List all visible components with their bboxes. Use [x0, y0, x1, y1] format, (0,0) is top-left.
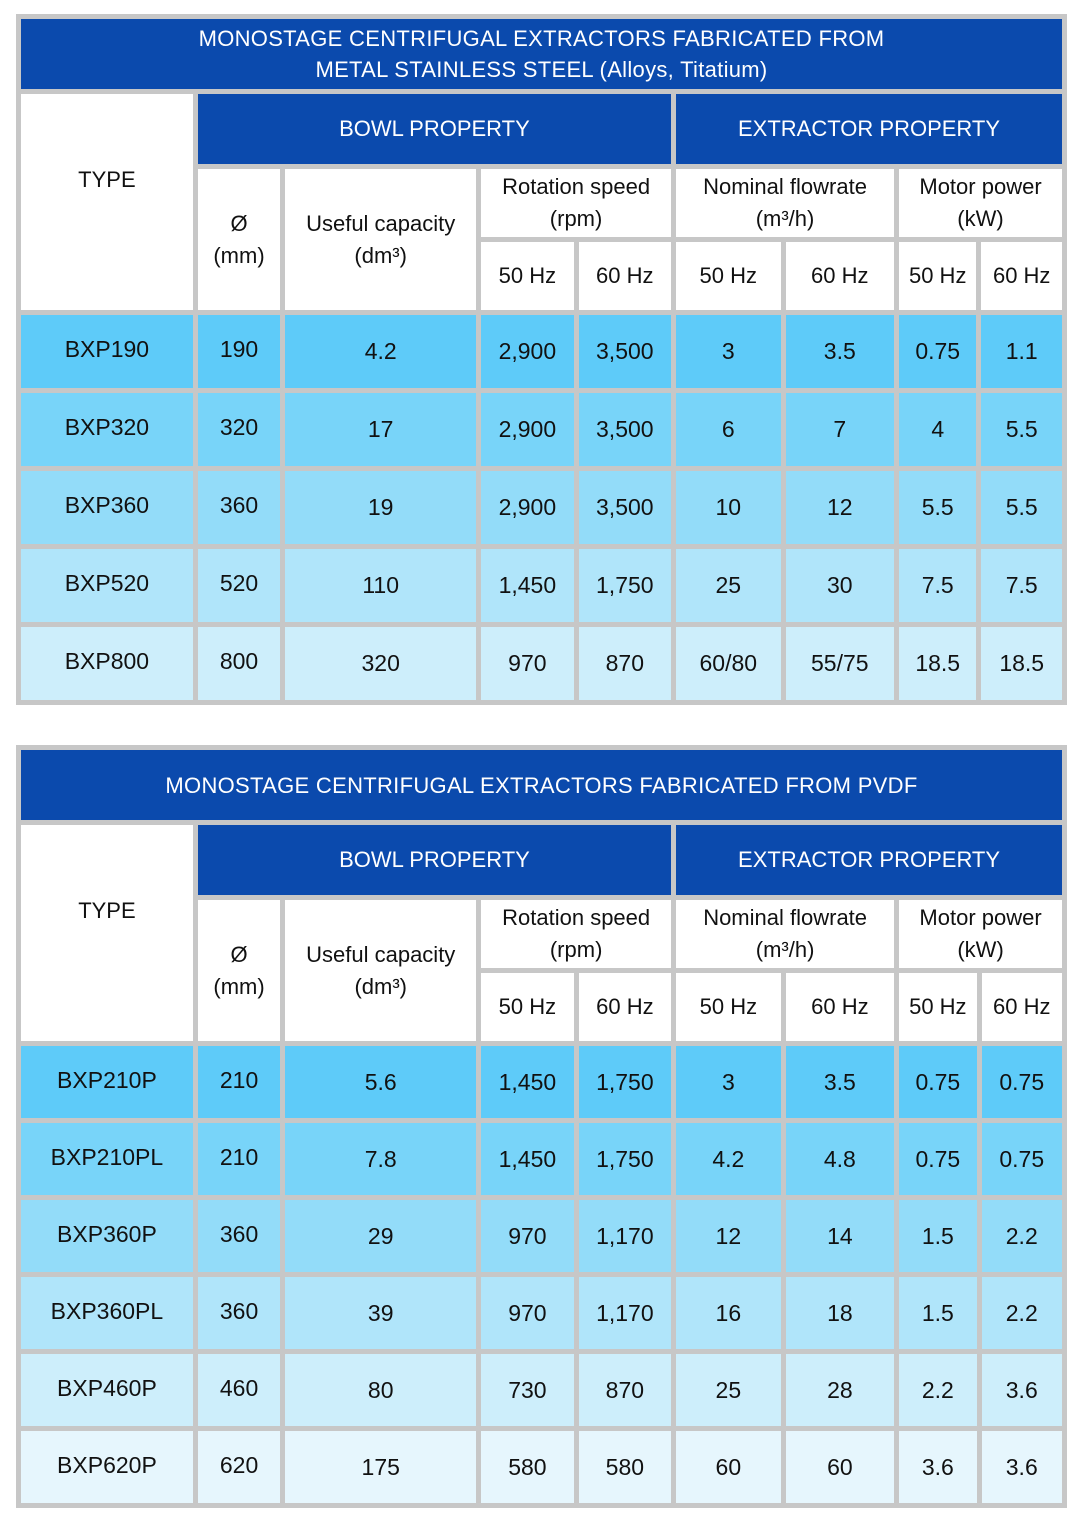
capacity-header	[285, 169, 476, 310]
cell-capacity	[285, 471, 476, 544]
cell-capacity-value: 175	[361, 1453, 400, 1480]
table-row	[21, 393, 1062, 466]
cell-type	[21, 393, 193, 466]
frequency-header-60hz: 60 Hz	[786, 242, 895, 310]
cell-flow60-value: 12	[826, 494, 853, 520]
cell-type	[21, 1431, 193, 1503]
cell-flow50	[676, 1200, 781, 1272]
cell-diameter-value: 210	[219, 1066, 259, 1093]
cell-diameter-value: 800	[219, 648, 259, 674]
cell-flow60-value: 30	[826, 572, 853, 598]
cell-diameter-value: 520	[219, 570, 259, 596]
cell-rpm60-value: 3,500	[596, 416, 654, 442]
cell-capacity-value: 19	[367, 494, 394, 520]
cell-flow60	[786, 315, 895, 388]
diameter-header	[198, 169, 280, 310]
cell-kw50	[899, 315, 976, 388]
cell-rpm60	[579, 1277, 671, 1349]
cell-capacity	[285, 627, 476, 700]
cell-diameter	[198, 1123, 280, 1195]
table-row	[21, 1277, 1062, 1349]
cell-kw60-value: 2.2	[1005, 1299, 1038, 1326]
cell-kw50-value: 0.75	[915, 1145, 961, 1172]
cell-flow50-value: 6	[721, 416, 735, 442]
diameter-header	[198, 900, 280, 1041]
cell-flow60	[786, 1354, 895, 1426]
cell-type-value: BXP360	[64, 492, 150, 518]
cell-type	[21, 315, 193, 388]
cell-rpm50	[481, 315, 573, 388]
cell-kw50	[899, 1200, 976, 1272]
cell-kw60	[982, 1123, 1062, 1195]
cell-rpm60-value: 1,750	[596, 1068, 654, 1095]
table-row	[21, 1431, 1062, 1503]
cell-kw60	[982, 1200, 1062, 1272]
cell-kw60-value: 3.6	[1005, 1453, 1038, 1480]
cell-rpm50-value: 970	[508, 1299, 547, 1326]
frequency-header-60hz: 60 Hz	[579, 973, 671, 1041]
cell-flow50-value: 25	[715, 572, 742, 598]
cell-diameter	[198, 627, 280, 700]
cell-type-value: BXP620P	[57, 1451, 157, 1478]
cell-rpm60	[579, 1046, 671, 1118]
cell-rpm50	[481, 549, 573, 622]
cell-rpm50-value: 730	[508, 1376, 547, 1403]
cell-flow50-value: 4.2	[712, 1145, 745, 1172]
cell-capacity-value: 320	[361, 650, 400, 676]
cell-rpm50-value: 1,450	[498, 1145, 557, 1172]
cell-diameter-value: 460	[219, 1374, 259, 1401]
cell-flow50-value: 25	[715, 1376, 742, 1403]
cell-kw60	[981, 315, 1062, 388]
cell-kw60	[981, 471, 1062, 544]
cell-flow60-value: 60	[827, 1453, 853, 1480]
cell-kw60-value: 2.2	[1005, 1222, 1038, 1249]
cell-flow50	[676, 1123, 781, 1195]
cell-flow60-value: 3.5	[823, 338, 856, 364]
rotation-speed-header	[481, 169, 671, 237]
cell-flow60-value: 14	[827, 1222, 853, 1249]
cell-rpm50	[481, 393, 573, 466]
cell-rpm50	[481, 1277, 573, 1349]
cell-kw50	[899, 1277, 976, 1349]
capacity-header	[285, 900, 476, 1041]
cell-rpm50-value: 580	[508, 1453, 547, 1480]
cell-flow60	[786, 471, 895, 544]
frequency-header-60hz: 60 Hz	[981, 242, 1062, 310]
cell-kw60	[981, 627, 1062, 700]
cell-rpm50	[481, 1046, 573, 1118]
cell-kw50-value: 1.5	[921, 1222, 954, 1249]
cell-flow50	[676, 471, 781, 544]
cell-kw60-value: 5.5	[1005, 416, 1038, 442]
cell-rpm60-value: 870	[605, 1376, 645, 1403]
cell-rpm60-value: 870	[605, 650, 644, 676]
cell-flow50	[676, 1354, 781, 1426]
table-title	[21, 750, 1062, 820]
cell-kw50-value: 2.2	[921, 1376, 954, 1403]
cell-kw50	[899, 627, 976, 700]
cell-capacity	[285, 1277, 476, 1349]
cell-kw50-value: 0.75	[915, 1068, 961, 1095]
frequency-header-50hz: 50 Hz	[481, 973, 573, 1041]
cell-type-value: BXP360PL	[50, 1297, 164, 1324]
cell-capacity	[285, 1046, 476, 1118]
cell-flow50	[676, 1046, 781, 1118]
flowrate-unit: (m³/h)	[755, 206, 815, 231]
cell-diameter	[198, 1354, 280, 1426]
cell-type	[21, 1200, 193, 1272]
cell-flow50	[676, 549, 781, 622]
cell-capacity	[285, 549, 476, 622]
table-row	[21, 315, 1062, 388]
cell-capacity-value: 110	[362, 572, 400, 598]
motor-label: Motor power	[919, 905, 1042, 930]
table-row	[21, 627, 1062, 700]
capacity-unit: (dm³)	[354, 973, 407, 999]
cell-flow50-value: 3	[721, 338, 735, 364]
cell-rpm60	[579, 1354, 671, 1426]
cell-flow60	[786, 549, 895, 622]
cell-type-value: BXP360P	[57, 1220, 157, 1247]
rotation-label: Rotation speed	[502, 905, 651, 930]
table-title	[21, 19, 1062, 89]
cell-diameter-value: 360	[219, 1297, 259, 1324]
frequency-header-60hz: 60 Hz	[786, 973, 895, 1041]
table-title-line-1: MONOSTAGE CENTRIFUGAL EXTRACTORS FABRICATED FROM PVDF	[165, 772, 918, 798]
cell-diameter	[198, 315, 280, 388]
cell-diameter-value: 190	[219, 336, 259, 362]
cell-rpm50-value: 1,450	[498, 1068, 557, 1095]
cell-kw60	[982, 1431, 1062, 1503]
cell-rpm60-value: 3,500	[596, 494, 654, 520]
rotation-speed-header	[481, 900, 671, 968]
cell-diameter-value: 320	[219, 414, 259, 440]
cell-flow50-value: 16	[715, 1299, 742, 1326]
extractor-property-header: EXTRACTOR PROPERTY	[676, 94, 1062, 164]
flowrate-label: Nominal flowrate	[703, 174, 867, 199]
cell-type	[21, 1046, 193, 1118]
cell-rpm60-value: 1,750	[596, 572, 654, 598]
rotation-unit: (rpm)	[549, 937, 603, 962]
cell-type-value: BXP460P	[57, 1374, 157, 1401]
cell-flow60	[786, 627, 895, 700]
cell-type-value: BXP210PL	[50, 1143, 164, 1170]
cell-flow50-value: 10	[715, 494, 742, 520]
cell-flow60-value: 4.8	[823, 1145, 856, 1172]
cell-kw50	[899, 1123, 976, 1195]
cell-capacity-value: 4.2	[364, 338, 397, 364]
cell-diameter-value: 210	[219, 1143, 259, 1170]
cell-rpm60-value: 580	[605, 1453, 645, 1480]
cell-type-value: BXP800	[64, 648, 150, 674]
data-table	[16, 14, 1067, 705]
table-title-line-2: METAL STAINLESS STEEL (Alloys, Titatium)	[315, 57, 768, 82]
cell-flow60	[786, 1046, 895, 1118]
type-header-label: TYPE	[78, 167, 136, 192]
bowl-property-header: BOWL PROPERTY	[198, 825, 671, 895]
cell-kw50-value: 1.5	[921, 1299, 954, 1326]
cell-rpm50	[481, 1123, 573, 1195]
cell-flow50	[676, 627, 781, 700]
cell-kw60	[982, 1277, 1062, 1349]
cell-type-value: BXP320	[64, 414, 150, 440]
cell-kw50-value: 0.75	[915, 338, 961, 364]
cell-kw60-value: 7.5	[1005, 572, 1038, 598]
diameter-unit: (mm)	[213, 973, 265, 999]
bowl-property-header: BOWL PROPERTY	[198, 94, 671, 164]
cell-rpm50-value: 2,900	[498, 494, 557, 520]
frequency-header-50hz: 50 Hz	[899, 973, 976, 1041]
frequency-header-50hz: 50 Hz	[481, 242, 573, 310]
cell-flow60-value: 18	[827, 1299, 853, 1326]
cell-capacity	[285, 393, 476, 466]
cell-flow60-value: 28	[827, 1376, 853, 1403]
capacity-label: Useful capacity	[306, 210, 456, 236]
cell-kw60-value: 5.5	[1005, 494, 1038, 520]
flowrate-header	[676, 169, 894, 237]
cell-rpm60	[579, 1431, 671, 1503]
cell-flow50	[676, 1431, 781, 1503]
cell-rpm50-value: 1,450	[498, 572, 557, 598]
type-header	[21, 94, 193, 310]
cell-capacity-value: 5.6	[364, 1068, 397, 1095]
motor-unit: (kW)	[957, 206, 1004, 231]
table-row	[21, 1046, 1062, 1118]
cell-type	[21, 1123, 193, 1195]
cell-kw60	[982, 1046, 1062, 1118]
cell-flow60	[786, 1123, 895, 1195]
diameter-unit: (mm)	[213, 242, 265, 268]
cell-rpm60	[579, 393, 671, 466]
cell-capacity	[285, 1431, 476, 1503]
flowrate-header	[676, 900, 894, 968]
cell-rpm60-value: 1,750	[596, 1145, 654, 1172]
cell-rpm60-value: 1,170	[596, 1222, 654, 1249]
frequency-header-50hz: 50 Hz	[899, 242, 976, 310]
cell-type-value: BXP190	[64, 336, 150, 362]
cell-rpm60-value: 1,170	[596, 1299, 654, 1326]
cell-flow60	[786, 1277, 895, 1349]
cell-kw50	[899, 549, 976, 622]
cell-type	[21, 471, 193, 544]
table-row	[21, 549, 1062, 622]
cell-rpm50-value: 2,900	[498, 416, 557, 442]
cell-kw50-value: 3.6	[921, 1453, 954, 1480]
cell-type	[21, 549, 193, 622]
cell-kw50	[899, 471, 976, 544]
cell-flow50-value: 3	[721, 1068, 735, 1095]
cell-rpm60	[579, 1123, 671, 1195]
cell-flow60-value: 3.5	[823, 1068, 856, 1095]
cell-diameter	[198, 1046, 280, 1118]
cell-capacity	[285, 1354, 476, 1426]
pvdf-extractors-table	[16, 745, 1067, 1508]
cell-type	[21, 1277, 193, 1349]
type-header-label: TYPE	[78, 898, 136, 923]
cell-diameter-value: 620	[219, 1451, 259, 1478]
frequency-header-50hz: 50 Hz	[676, 973, 781, 1041]
cell-rpm60	[579, 471, 671, 544]
cell-capacity-value: 7.8	[364, 1145, 397, 1172]
cell-diameter	[198, 1431, 280, 1503]
cell-kw60-value: 3.6	[1005, 1376, 1038, 1403]
table-row	[21, 1200, 1062, 1272]
table-row	[21, 1123, 1062, 1195]
flowrate-unit: (m³/h)	[755, 937, 815, 962]
table-row	[21, 1354, 1062, 1426]
cell-rpm60	[579, 315, 671, 388]
frequency-header-60hz: 60 Hz	[579, 242, 671, 310]
cell-diameter	[198, 1277, 280, 1349]
extractor-property-header: EXTRACTOR PROPERTY	[676, 825, 1062, 895]
motor-power-header	[899, 900, 1062, 968]
cell-capacity	[285, 1200, 476, 1272]
cell-kw50	[899, 1046, 976, 1118]
cell-rpm50	[481, 471, 573, 544]
cell-kw50-value: 7.5	[921, 572, 954, 598]
diameter-symbol: Ø	[230, 210, 248, 236]
cell-capacity-value: 29	[367, 1222, 394, 1249]
cell-rpm50	[481, 1200, 573, 1272]
motor-label: Motor power	[919, 174, 1042, 199]
cell-flow60	[786, 1431, 895, 1503]
cell-rpm50-value: 2,900	[498, 338, 557, 364]
rotation-unit: (rpm)	[549, 206, 603, 231]
motor-unit: (kW)	[957, 937, 1004, 962]
cell-rpm60	[579, 549, 671, 622]
cell-type	[21, 1354, 193, 1426]
flowrate-label: Nominal flowrate	[703, 905, 868, 930]
cell-rpm50-value: 970	[508, 1222, 547, 1249]
cell-flow60-value: 7	[833, 416, 847, 442]
cell-capacity-value: 17	[367, 416, 394, 442]
cell-flow50	[676, 1277, 781, 1349]
capacity-label: Useful capacity	[306, 941, 456, 967]
cell-diameter-value: 360	[219, 492, 259, 518]
cell-kw50	[899, 1431, 976, 1503]
cell-flow50-value: 60/80	[699, 650, 758, 676]
cell-kw50	[899, 1354, 976, 1426]
cell-type-value: BXP520	[64, 570, 150, 596]
cell-rpm50	[481, 1431, 573, 1503]
cell-diameter	[198, 1200, 280, 1272]
cell-flow50-value: 12	[715, 1222, 742, 1249]
cell-kw60-value: 18.5	[999, 650, 1045, 676]
cell-rpm60	[579, 1200, 671, 1272]
cell-kw50-value: 4	[931, 416, 945, 442]
capacity-unit: (dm³)	[354, 242, 407, 268]
cell-diameter	[198, 471, 280, 544]
frequency-header-60hz: 60 Hz	[982, 973, 1062, 1041]
cell-flow50	[676, 315, 781, 388]
cell-flow50-value: 60	[715, 1453, 742, 1480]
metal-extractors-table	[16, 14, 1067, 705]
cell-flow60-value: 55/75	[810, 650, 869, 676]
motor-power-header	[899, 169, 1062, 237]
cell-kw60-value: 1.1	[1005, 338, 1038, 364]
cell-kw60-value: 0.75	[999, 1145, 1045, 1172]
cell-flow60	[786, 1200, 895, 1272]
cell-capacity-value: 39	[367, 1299, 394, 1326]
cell-diameter	[198, 549, 280, 622]
cell-flow50	[676, 393, 781, 466]
cell-kw60-value: 0.75	[999, 1068, 1045, 1095]
cell-kw50-value: 18.5	[915, 650, 961, 676]
cell-diameter	[198, 393, 280, 466]
frequency-header-50hz: 50 Hz	[676, 242, 781, 310]
table-title-line-1: MONOSTAGE CENTRIFUGAL EXTRACTORS FABRICATED FROM	[198, 26, 885, 51]
rotation-label: Rotation speed	[502, 174, 651, 199]
cell-capacity	[285, 1123, 476, 1195]
table-row	[21, 471, 1062, 544]
data-table	[16, 745, 1067, 1508]
cell-capacity-value: 80	[367, 1376, 394, 1403]
cell-type-value: BXP210P	[57, 1066, 157, 1093]
cell-kw50	[899, 393, 976, 466]
cell-type	[21, 627, 193, 700]
cell-rpm50	[481, 627, 573, 700]
cell-kw60	[982, 1354, 1062, 1426]
cell-rpm50	[481, 1354, 573, 1426]
cell-capacity	[285, 315, 476, 388]
cell-rpm50-value: 970	[508, 650, 547, 676]
cell-kw60	[981, 393, 1062, 466]
cell-kw50-value: 5.5	[921, 494, 954, 520]
cell-kw60	[981, 549, 1062, 622]
type-header	[21, 825, 193, 1041]
cell-rpm60	[579, 627, 671, 700]
diameter-symbol: Ø	[230, 941, 248, 967]
cell-rpm60-value: 3,500	[596, 338, 654, 364]
cell-flow60	[786, 393, 895, 466]
cell-diameter-value: 360	[219, 1220, 259, 1247]
